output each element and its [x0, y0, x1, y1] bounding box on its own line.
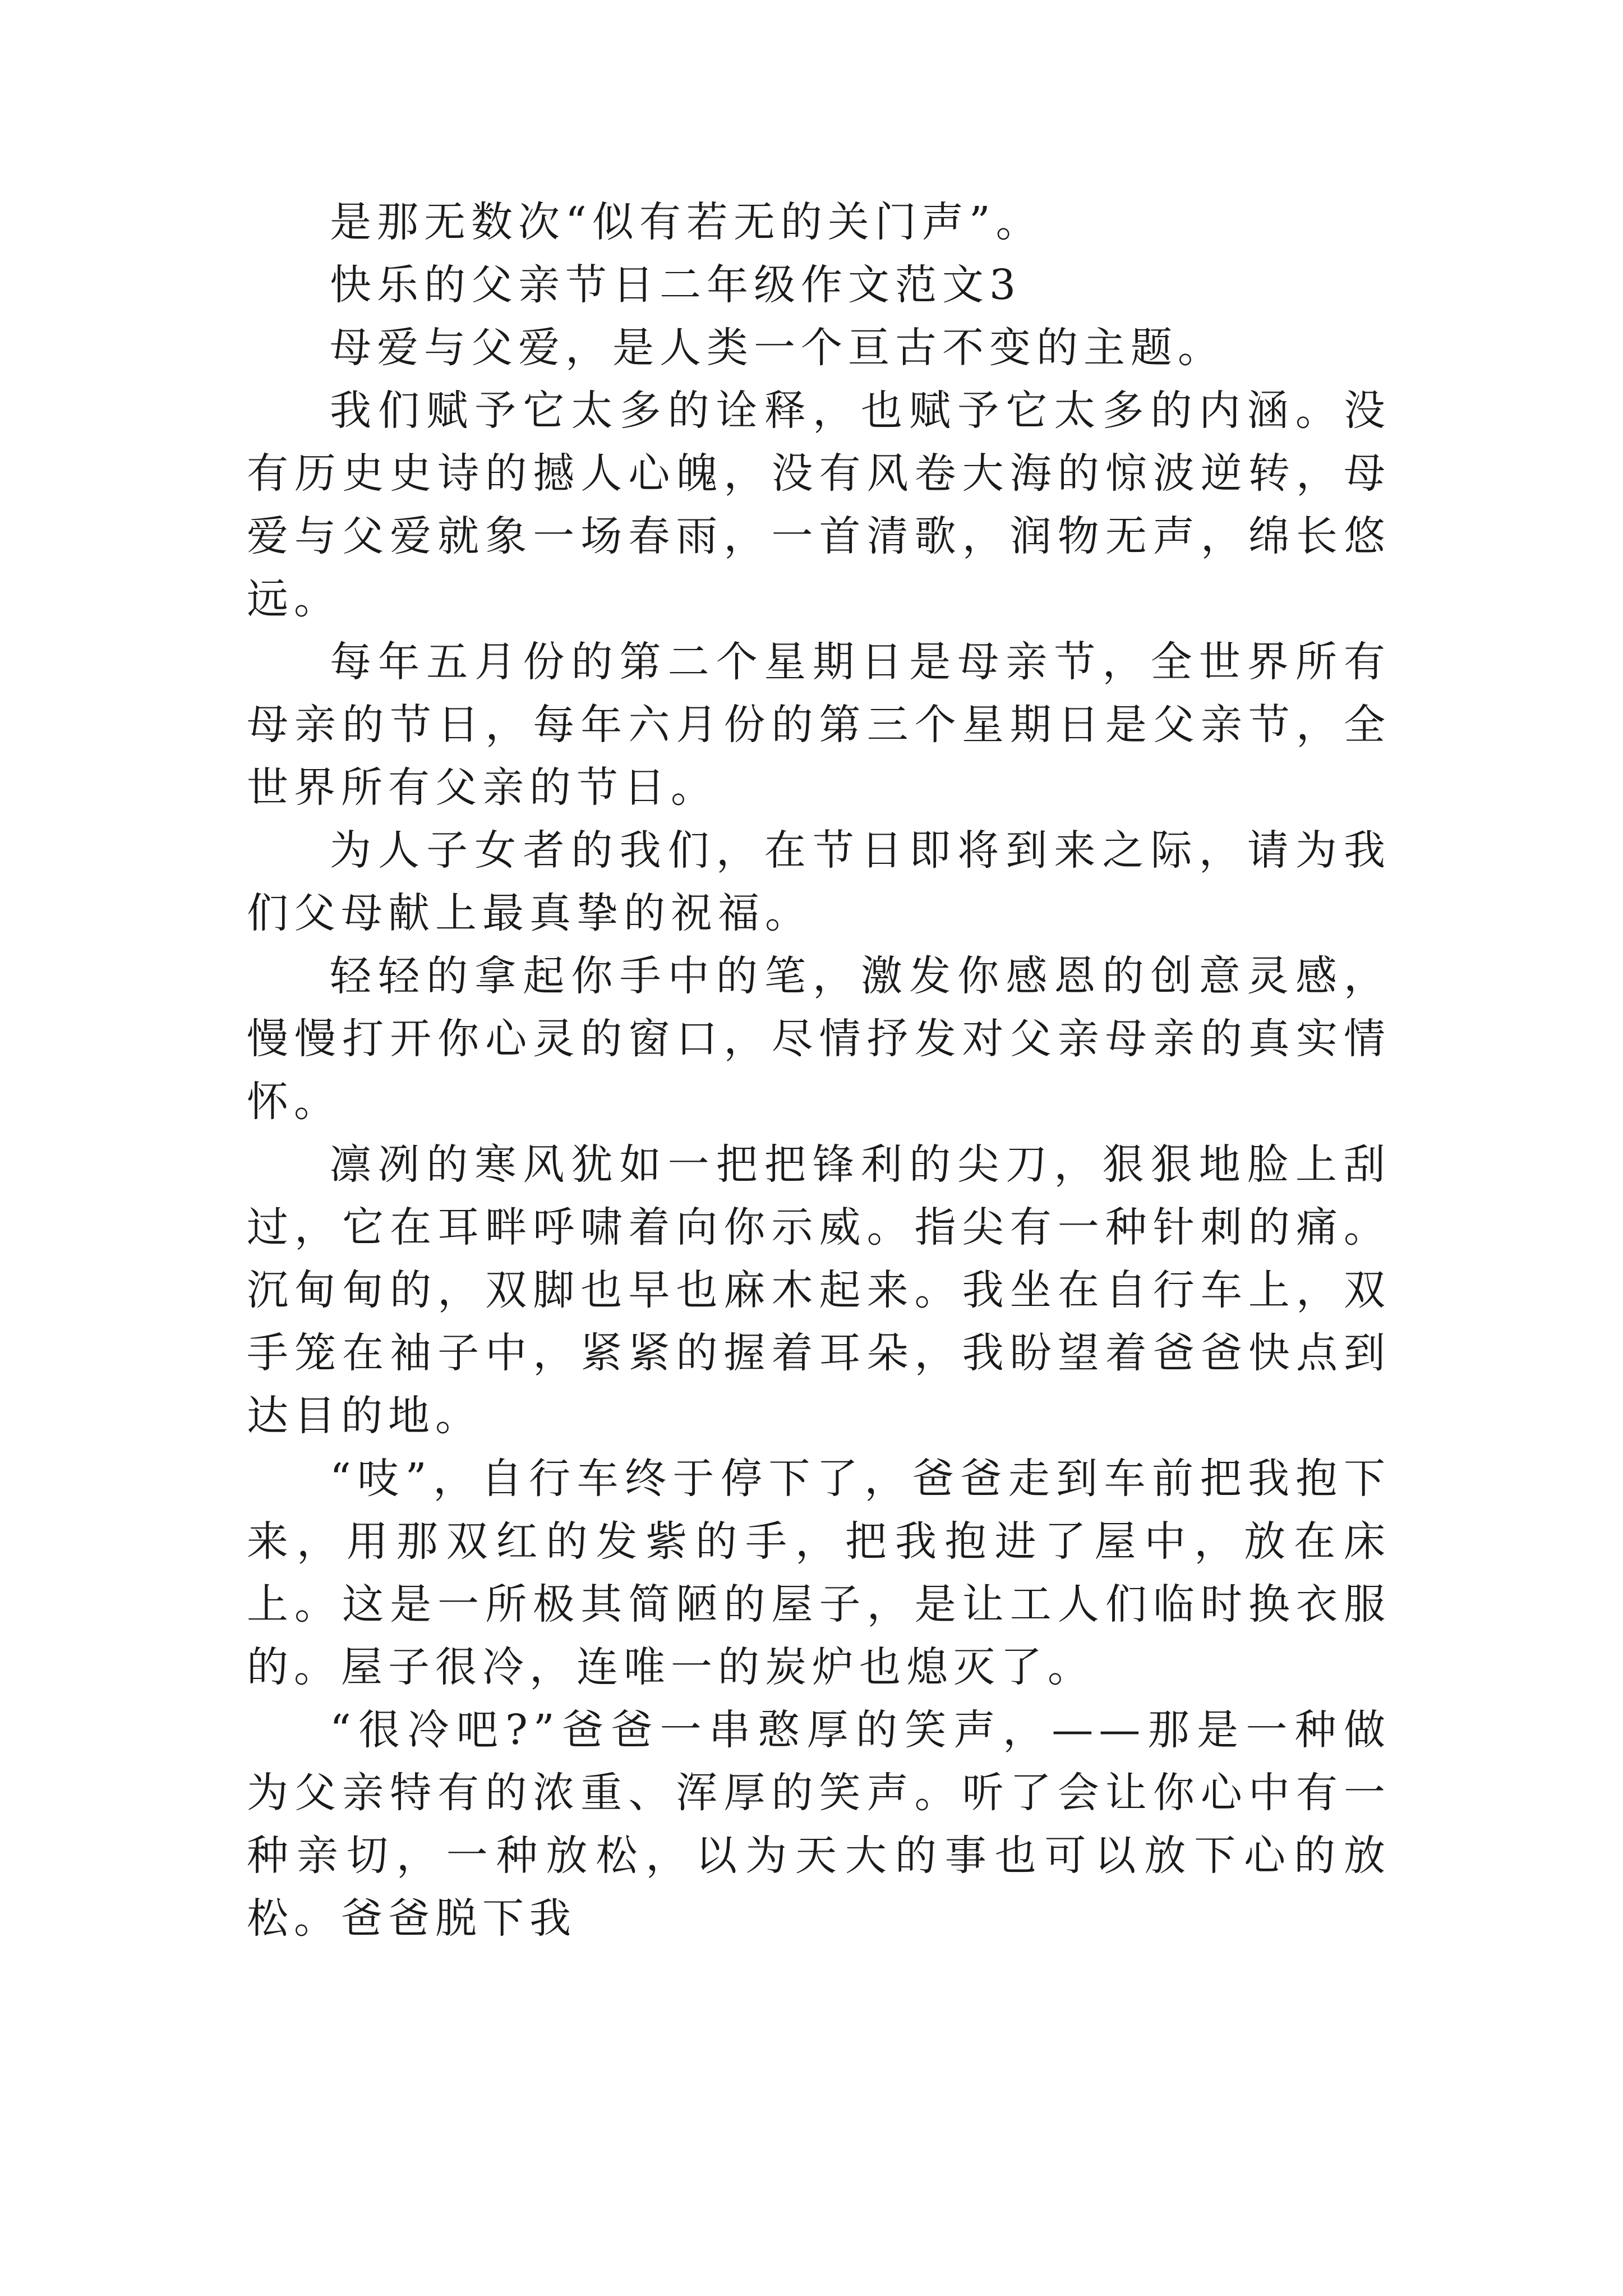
paragraph-4: 我们赋予它太多的诠释，也赋予它太多的内涵。没有历史史诗的撼人心魄，没有风卷大海的惊波逆转，母爱与父爱就象一场春雨，一首清歌，润物无声，绵长悠远。 [247, 386, 1391, 623]
paragraph-1: 是那无数次“似有若无的关门声”。 [330, 198, 1043, 246]
paragraph-8: 凛冽的寒风犹如一把把锋利的尖刀，狠狠地脸上刮过，它在耳畔呼啸着向你示威。指尖有一种针刺的痛。沉甸甸的，双脚也早也麻木起来。我坐在自行车上，双手笼在袖子中，紧紧的握着耳朵，我盼望着爸爸快点到达目的地。 [247, 1140, 1391, 1440]
paragraph-3: 母爱与父爱，是人类一个亘古不变的主题。 [330, 324, 1225, 372]
paragraph-5: 每年五月份的第二个星期日是母亲节，全世界所有母亲的节日，每年六月份的第三个星期日是父亲节，全世界所有父亲的节日。 [247, 638, 1391, 812]
paragraph-9: “吱”，自行车终于停下了，爸爸走到车前把我抱下来，用那双红的发紫的手，把我抱进了屋中，放在床上。这是一所极其简陋的屋子，是让工人们临时换衣服的。屋子很冷，连唯一的炭炉也熄灭了。 [247, 1455, 1391, 1691]
paragraph-7: 轻轻的拿起你手中的笔，激发你感恩的创意灵感，慢慢打开你心灵的窗口，尽情抒发对父亲母亲的真实情怀。 [247, 952, 1391, 1126]
paragraph-10: “很冷吧?”爸爸一串憨厚的笑声，——那是一种做为父亲特有的浓重、浑厚的笑声。听了会让你心中有一种亲切，一种放松，以为天大的事也可以放下心的放松。爸爸脱下我 [247, 1706, 1391, 1943]
paragraph-6: 为人子女者的我们，在节日即将到来之际，请为我们父母献上最真挚的祝福。 [247, 826, 1391, 937]
section-heading: 快乐的父亲节日二年级作文范文3 [330, 261, 1022, 309]
document-body [247, 191, 1391, 1950]
